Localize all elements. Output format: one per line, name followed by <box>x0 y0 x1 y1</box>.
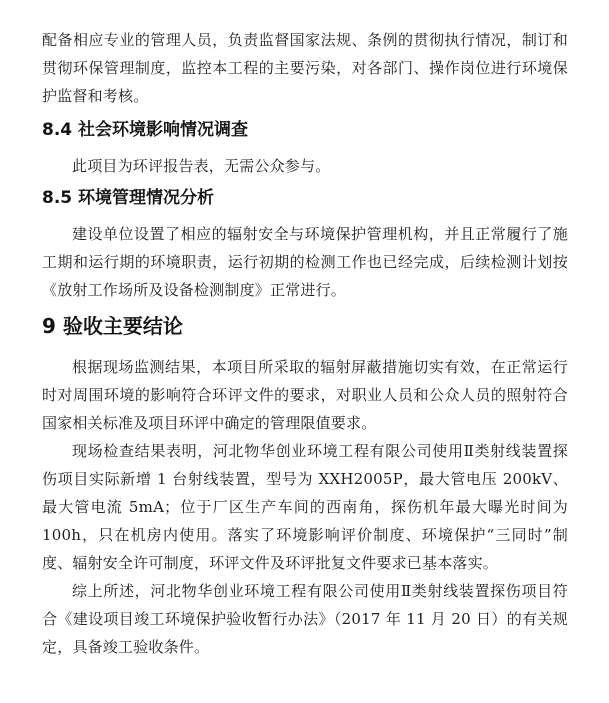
paragraph-overall-conclusion: 综上所述，河北物华创业环境工程有限公司使用Ⅱ类射线装置探伤项目符合《建设项目竣工环境保护验收暂行办法》（2017 年 11 月 20 日）的有关规定，具备竣工验收条件。 <box>42 582 568 656</box>
heading-acceptance-main-conclusion: 9 验收主要结论 <box>42 314 183 338</box>
heading-social-env-impact-survey: 8.4 社会环境影响情况调查 <box>42 120 249 140</box>
paragraph-monitoring-result: 根据现场监测结果，本项目所采取的辐射屏蔽措施切实有效，在正常运行时对周围环境的影响符合环评文件的要求，对职业人员和公众人员的照射符合国家相关标准及项目环评中确定的管理限值要求。 <box>42 358 568 432</box>
continued-paragraph: 配备相应专业的管理人员，负责监督国家法规、条例的贯彻执行情况，制订和贯彻环保管理制度，监控本工程的主要污染，对各部门、操作岗位进行环境保护监督和考核。 <box>42 31 568 105</box>
heading-env-management-analysis: 8.5 环境管理情况分析 <box>42 188 215 208</box>
paragraph-inspection-result: 现场检查结果表明，河北物华创业环境工程有限公司使用Ⅱ类射线装置探伤项目实际新增 1 台射线装置，型号为 XXH2005P，最大管电压 200kV、最大管电流 5mA；位于厂区生产车间的西南角，探伤机年最大曝光时间为 100h，只在机房内使用。落实了环境影响评价制度、环境保护“三同时”制度、辐射安全许可制度，环评文件及环评批复文件要求已基本落实。 <box>42 442 568 572</box>
paragraph-public-participation: 此项目为环评报告表，无需公众参与。 <box>72 157 331 175</box>
paragraph-env-management: 建设单位设置了相应的辐射安全与环境保护管理机构，并且正常履行了施工期和运行期的环境职责，运行初期的检测工作也已经完成，后续检测计划按《放射工作场所及设备检测制度》正常进行。 <box>42 225 568 299</box>
